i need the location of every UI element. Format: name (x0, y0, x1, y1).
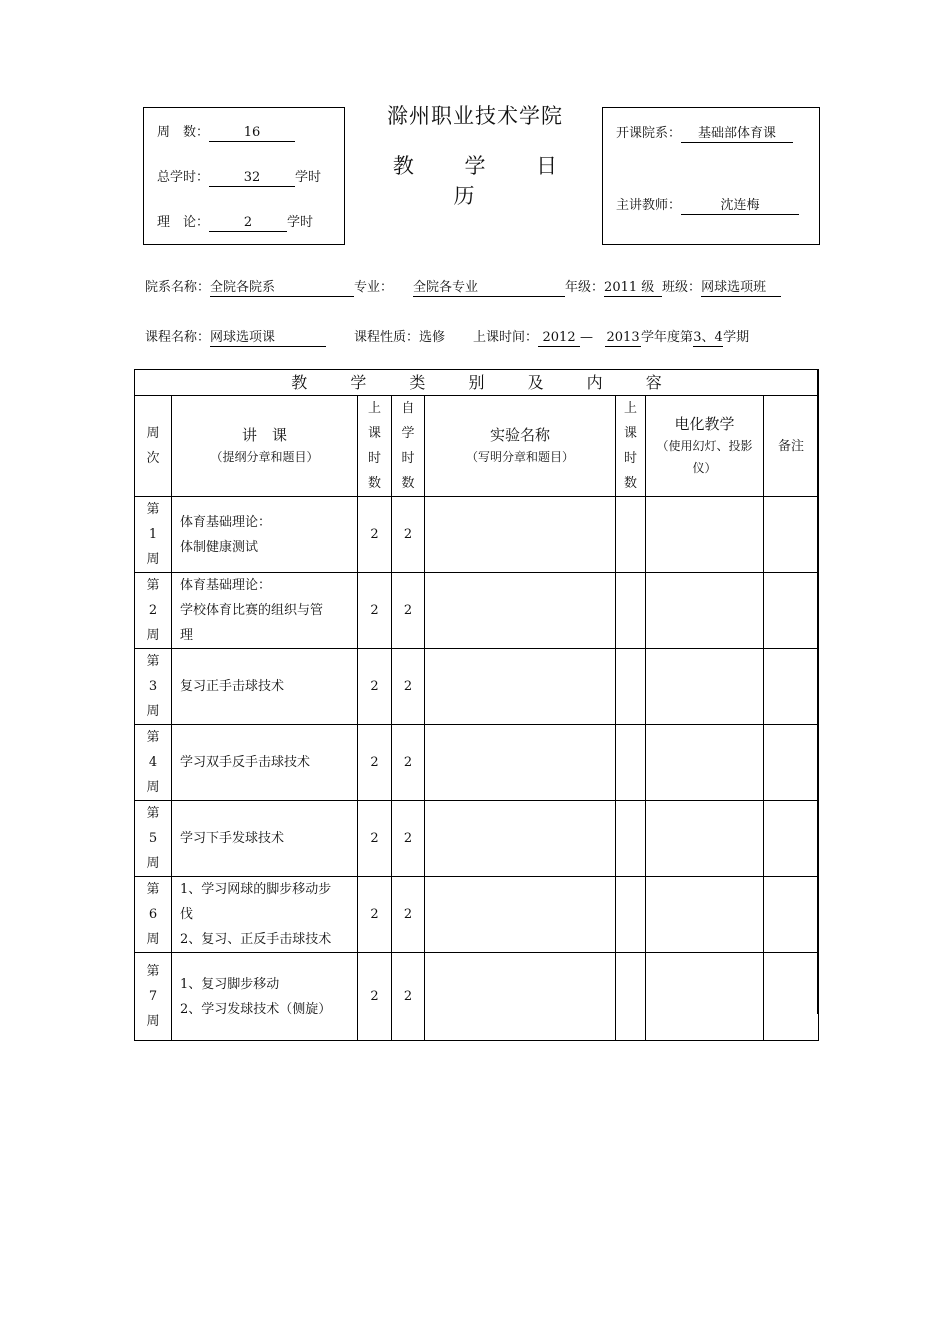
audio-visual-cell (646, 497, 764, 573)
theory-value: 2 (209, 216, 287, 232)
lecture-content-cell: 1、复习脚步移动 2、学习发球技术（侧旋） (172, 953, 358, 1041)
class-label: 班级： (662, 280, 702, 295)
lecture-header: 讲 课 （提纲分章和题目） (172, 396, 358, 497)
self-study-hours-cell: 2 (392, 725, 425, 801)
experiment-cell (425, 649, 616, 725)
week-number-cell: 第 1 周 (135, 497, 172, 573)
table-title: 教 学 类 别 及 内 容 (135, 370, 819, 396)
experiment-cell (425, 953, 616, 1041)
experiment-hours-cell (616, 801, 646, 877)
class-hours-cell: 2 (358, 649, 392, 725)
course-label: 课程名称： (145, 330, 211, 345)
teacher-label: 主讲教师： (616, 198, 682, 213)
table-row (135, 497, 819, 573)
lecture-content-cell: 1、学习网球的脚步移动步 伐 2、复习、正反手击球技术 (172, 877, 358, 953)
teacher-value: 沈连梅 (681, 199, 799, 215)
week-number-cell: 第 2 周 (135, 573, 172, 649)
experiment-hours-header: 上 课 时 数 (616, 396, 646, 497)
experiment-hours-cell (616, 877, 646, 953)
weeks-value: 16 (209, 126, 295, 142)
term-value: 3、4 (693, 330, 723, 345)
audio-visual-cell (646, 725, 764, 801)
theory-unit: 学时 (287, 215, 314, 230)
self-study-hours-cell: 2 (392, 573, 425, 649)
teaching-calendar-table (134, 369, 819, 1041)
experiment-hours-cell (616, 649, 646, 725)
class-hours-cell: 2 (358, 953, 392, 1041)
faculty-value: 全院各院系 (210, 281, 354, 297)
week-number-cell: 第 3 周 (135, 649, 172, 725)
experiment-cell (425, 877, 616, 953)
table-row (135, 801, 819, 877)
audio-visual-cell (646, 801, 764, 877)
total-hours-unit: 学时 (295, 170, 322, 185)
self-study-hours-cell: 2 (392, 649, 425, 725)
teacher-field (616, 194, 799, 215)
remarks-cell (764, 801, 819, 877)
table-title-row (135, 370, 819, 396)
table-row (135, 953, 819, 1041)
self-study-hours-header: 自 学 时 数 (392, 396, 425, 497)
experiment-cell (425, 801, 616, 877)
theory-field (157, 211, 313, 232)
lecture-content-cell: 学习双手反手击球技术 (172, 725, 358, 801)
week-number-cell: 第 5 周 (135, 801, 172, 877)
table-row (135, 725, 819, 801)
class-time-label: 上课时间： (473, 330, 539, 345)
year-dash: — (580, 330, 594, 345)
remarks-cell (764, 497, 819, 573)
year-end: 2013 (606, 330, 640, 345)
theory-label: 理 论： (157, 215, 210, 230)
course-info-row (145, 326, 749, 347)
week-number-cell: 第 7 周 (135, 953, 172, 1041)
self-study-hours-cell: 2 (392, 801, 425, 877)
course-nature: 课程性质：选修 (354, 330, 446, 345)
lecture-content-cell: 体育基础理论： 学校体育比赛的组织与管 理 (172, 573, 358, 649)
experiment-cell (425, 573, 616, 649)
department-label: 开课院系： (616, 126, 682, 141)
remarks-cell (764, 649, 819, 725)
experiment-hours-cell (616, 497, 646, 573)
table-header-row (135, 396, 819, 497)
remarks-cell (764, 877, 819, 953)
class-hours-cell: 2 (358, 573, 392, 649)
audio-visual-cell (646, 649, 764, 725)
class-hours-cell: 2 (358, 801, 392, 877)
lecture-content-cell: 体育基础理论： 体制健康测试 (172, 497, 358, 573)
audio-visual-cell (646, 573, 764, 649)
year-start: 2012 (538, 331, 580, 347)
table-row (135, 877, 819, 953)
grade-label: 年级： (565, 280, 605, 295)
experiment-cell (425, 497, 616, 573)
major-value: 全院各专业 (413, 281, 565, 297)
remarks-cell (764, 953, 819, 1041)
experiment-hours-cell (616, 725, 646, 801)
audio-visual-cell (646, 953, 764, 1041)
faculty-info-row (145, 276, 781, 297)
class-hours-cell: 2 (358, 497, 392, 573)
department-field (616, 122, 793, 143)
experiment-hours-cell (616, 573, 646, 649)
major-label: 专业： (354, 280, 394, 295)
experiment-cell (425, 725, 616, 801)
table-row (135, 573, 819, 649)
lecture-content-cell: 复习正手击球技术 (172, 649, 358, 725)
document-title: 教 学 日 历 (392, 154, 580, 208)
table-row (135, 649, 819, 725)
experiment-header: 实验名称 （写明分章和题目） (425, 396, 616, 497)
week-header: 周 次 (135, 396, 172, 497)
term-text-start: 学年度第 (641, 330, 694, 345)
faculty-label: 院系名称： (145, 280, 211, 295)
remarks-cell (764, 573, 819, 649)
class-hours-header: 上 课 时 数 (358, 396, 392, 497)
self-study-hours-cell: 2 (392, 953, 425, 1041)
class-hours-cell: 2 (358, 877, 392, 953)
table-right-border (817, 369, 819, 1014)
weeks-label: 周 数： (157, 125, 210, 140)
self-study-hours-cell: 2 (392, 497, 425, 573)
total-hours-label: 总学时： (157, 170, 210, 185)
term-text-end: 学期 (723, 330, 750, 345)
remarks-cell (764, 725, 819, 801)
college-name: 滁州职业技术学院 (387, 104, 563, 128)
course-value: 网球选项课 (210, 331, 326, 347)
total-hours-value: 32 (209, 171, 295, 187)
lecture-content-cell: 学习下手发球技术 (172, 801, 358, 877)
department-value: 基础部体育课 (681, 127, 793, 143)
weeks-field (157, 121, 295, 142)
audio-visual-header: 电化教学 （使用幻灯、投影仪） (646, 396, 764, 497)
audio-visual-cell (646, 877, 764, 953)
remarks-header: 备注 (764, 396, 819, 497)
experiment-hours-cell (616, 953, 646, 1041)
total-hours-field (157, 166, 321, 187)
week-number-cell: 第 6 周 (135, 877, 172, 953)
self-study-hours-cell: 2 (392, 877, 425, 953)
grade-value: 2011 级 (604, 281, 662, 297)
class-hours-cell: 2 (358, 725, 392, 801)
week-number-cell: 第 4 周 (135, 725, 172, 801)
class-value: 网球选项班 (701, 281, 781, 297)
